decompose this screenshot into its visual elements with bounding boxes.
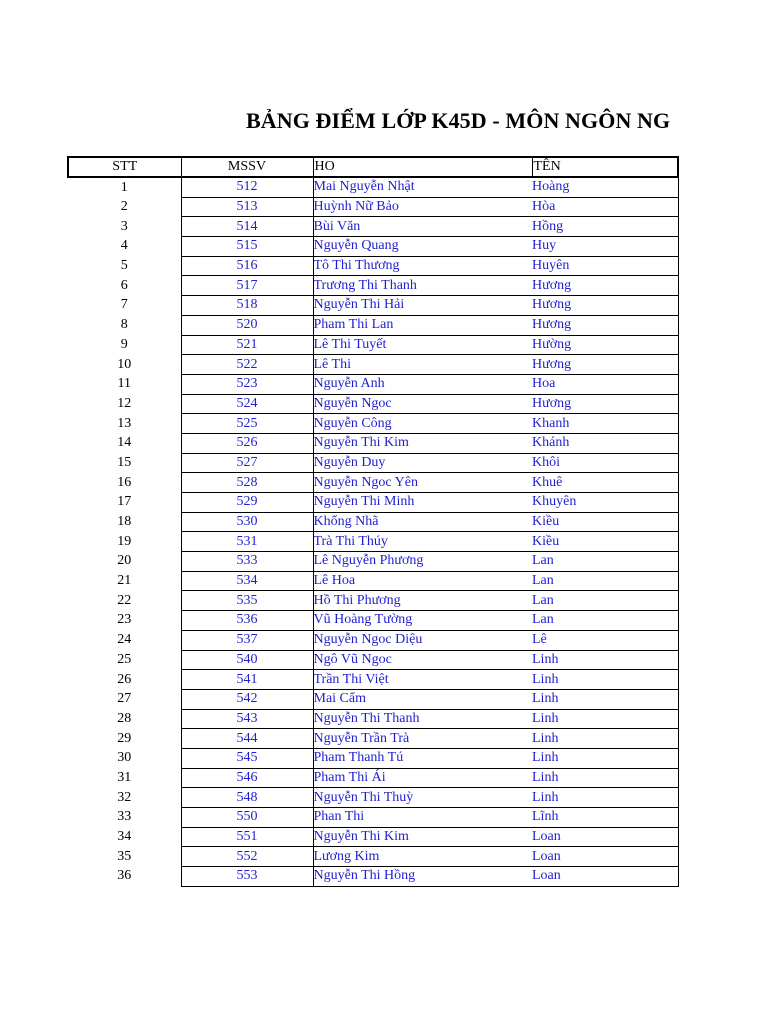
cell-stt: 13 <box>117 415 132 431</box>
table-row <box>68 552 678 572</box>
cell-ho: Nguyễn Anh <box>313 374 532 394</box>
table-row <box>68 197 678 217</box>
cell-mssv: 550 <box>181 808 313 828</box>
cell-ten: Hương <box>532 355 678 375</box>
cell-ho: Pham Thi Ái <box>313 768 532 788</box>
cell-ten: Khôi <box>532 453 678 473</box>
cell-ho: Nguyễn Thi Thanh <box>313 709 532 729</box>
cell-ten: Linh <box>532 689 678 709</box>
cell-ten: Linh <box>532 788 678 808</box>
cell-ten: Khánh <box>532 433 678 453</box>
cell-stt: 22 <box>117 592 132 608</box>
cell-ten: Hương <box>532 315 678 335</box>
cell-ten: Hoa <box>532 374 678 394</box>
cell-mssv: 548 <box>181 788 313 808</box>
cell-ho: Nguyễn Thi Hồng <box>313 867 532 887</box>
cell-ten: Khanh <box>532 414 678 434</box>
cell-mssv: 523 <box>181 374 313 394</box>
cell-ten: Hương <box>532 276 678 296</box>
cell-ten: Linh <box>532 709 678 729</box>
cell-ho: Lê Thi Tuyết <box>313 335 532 355</box>
cell-mssv: 553 <box>181 867 313 887</box>
cell-mssv: 517 <box>181 276 313 296</box>
cell-ten: Huy <box>532 237 678 257</box>
cell-stt: 2 <box>120 199 128 215</box>
cell-ho: Tô Thi Thương <box>313 256 532 276</box>
cell-stt: 7 <box>120 297 128 313</box>
cell-stt: 10 <box>117 356 132 372</box>
cell-stt: 21 <box>117 573 132 589</box>
cell-stt: 23 <box>117 612 132 628</box>
cell-ho: Huỳnh Nữ Bảo <box>313 197 532 217</box>
cell-ten: Kiều <box>532 532 678 552</box>
cell-mssv: 540 <box>181 650 313 670</box>
table-row <box>68 689 678 709</box>
cell-ten: Linh <box>532 729 678 749</box>
cell-ho: Lương Kim <box>313 847 532 867</box>
cell-ten: Khuê <box>532 473 678 493</box>
table-row <box>68 217 678 237</box>
cell-stt: 5 <box>120 258 128 274</box>
table-row <box>68 808 678 828</box>
cell-stt: 30 <box>117 750 132 766</box>
cell-mssv: 552 <box>181 847 313 867</box>
cell-stt: 9 <box>120 336 128 352</box>
cell-ten: Lan <box>532 591 678 611</box>
table-row <box>68 296 678 316</box>
table-row <box>68 729 678 749</box>
cell-ho: Trà Thi Thúy <box>313 532 532 552</box>
cell-mssv: 528 <box>181 473 313 493</box>
cell-ten: Hương <box>532 296 678 316</box>
cell-stt: 12 <box>117 395 132 411</box>
cell-mssv: 545 <box>181 748 313 768</box>
table-row <box>68 414 678 434</box>
cell-mssv: 516 <box>181 256 313 276</box>
cell-stt: 17 <box>117 494 132 510</box>
table-row <box>68 335 678 355</box>
cell-ho: Lê Nguyễn Phương <box>313 552 532 572</box>
cell-mssv: 515 <box>181 237 313 257</box>
cell-mssv: 534 <box>181 571 313 591</box>
cell-stt: 8 <box>120 317 128 333</box>
table-row <box>68 709 678 729</box>
cell-ho: Nguyễn Ngoc <box>313 394 532 414</box>
cell-mssv: 543 <box>181 709 313 729</box>
cell-stt: 19 <box>117 533 132 549</box>
cell-mssv: 521 <box>181 335 313 355</box>
cell-ten: Hường <box>532 335 678 355</box>
table-row <box>68 493 678 513</box>
table-row <box>68 630 678 650</box>
table-row <box>68 473 678 493</box>
table-row <box>68 650 678 670</box>
table-row <box>68 433 678 453</box>
cell-ho: Phan Thi <box>313 808 532 828</box>
cell-ho: Lê Thi <box>313 355 532 375</box>
cell-ho: Nguyễn Duy <box>313 453 532 473</box>
cell-stt: 36 <box>117 868 132 884</box>
table-row <box>68 512 678 532</box>
cell-stt: 18 <box>117 514 132 530</box>
table-row <box>68 276 678 296</box>
cell-stt: 25 <box>117 651 132 667</box>
cell-ho: Vũ Hoàng Tường <box>313 611 532 631</box>
table-row <box>68 768 678 788</box>
cell-ho: Nguyễn Thi Thuỳ <box>313 788 532 808</box>
cell-mssv: 527 <box>181 453 313 473</box>
cell-stt: 15 <box>117 454 132 470</box>
cell-stt: 14 <box>117 435 132 451</box>
table-row <box>68 670 678 690</box>
header-row <box>68 157 678 177</box>
cell-mssv: 551 <box>181 827 313 847</box>
table-row <box>68 237 678 257</box>
table-row <box>68 591 678 611</box>
table-row <box>68 571 678 591</box>
cell-ten: Lan <box>532 571 678 591</box>
cell-mssv: 522 <box>181 355 313 375</box>
cell-mssv: 544 <box>181 729 313 749</box>
grade-table <box>67 156 679 887</box>
cell-stt: 20 <box>117 553 132 569</box>
table-row <box>68 827 678 847</box>
table-row <box>68 355 678 375</box>
cell-mssv: 513 <box>181 197 313 217</box>
header-mssv: MSSV <box>181 157 313 177</box>
cell-ho: Mai Nguyễn Nhật <box>313 177 532 197</box>
cell-stt: 11 <box>117 376 131 392</box>
cell-ten: Loan <box>532 847 678 867</box>
cell-mssv: 530 <box>181 512 313 532</box>
cell-ten: Khuyên <box>532 493 678 513</box>
cell-mssv: 529 <box>181 493 313 513</box>
table-row <box>68 315 678 335</box>
table-header <box>68 157 678 177</box>
cell-ho: Pham Thanh Tú <box>313 748 532 768</box>
cell-mssv: 542 <box>181 689 313 709</box>
cell-mssv: 537 <box>181 630 313 650</box>
cell-mssv: 533 <box>181 552 313 572</box>
cell-ten: Lan <box>532 611 678 631</box>
cell-ten: Linh <box>532 768 678 788</box>
cell-stt: 24 <box>117 632 132 648</box>
cell-stt: 28 <box>117 710 132 726</box>
cell-mssv: 520 <box>181 315 313 335</box>
cell-mssv: 541 <box>181 670 313 690</box>
cell-ten: Hồng <box>532 217 678 237</box>
cell-ho: Pham Thi Lan <box>313 315 532 335</box>
cell-ten: Hương <box>532 394 678 414</box>
cell-ho: Trần Thi Việt <box>313 670 532 690</box>
cell-ten: Linh <box>532 748 678 768</box>
cell-stt: 35 <box>117 848 132 864</box>
cell-ho: Nguyễn Thi Kim <box>313 827 532 847</box>
cell-mssv: 535 <box>181 591 313 611</box>
cell-stt: 3 <box>120 218 128 234</box>
table-row <box>68 532 678 552</box>
cell-stt: 16 <box>117 474 132 490</box>
cell-ho: Nguyễn Thi Hải <box>313 296 532 316</box>
cell-ten: Huyên <box>532 256 678 276</box>
cell-stt: 33 <box>117 809 132 825</box>
cell-ho: Bùi Văn <box>313 217 532 237</box>
cell-ho: Khổng Nhã <box>313 512 532 532</box>
cell-ho: Lê Hoa <box>313 571 532 591</box>
cell-mssv: 524 <box>181 394 313 414</box>
cell-ho: Mai Cẩm <box>313 689 532 709</box>
cell-mssv: 526 <box>181 433 313 453</box>
cell-mssv: 514 <box>181 217 313 237</box>
table-row <box>68 394 678 414</box>
cell-stt: 32 <box>117 789 132 805</box>
cell-mssv: 546 <box>181 768 313 788</box>
table-row <box>68 867 678 887</box>
table-row <box>68 847 678 867</box>
cell-stt: 26 <box>117 671 132 687</box>
table-row <box>68 177 678 197</box>
table-body <box>68 177 678 886</box>
cell-mssv: 525 <box>181 414 313 434</box>
cell-ho: Ngô Vũ Ngoc <box>313 650 532 670</box>
cell-stt: 1 <box>120 179 128 195</box>
cell-ten: Lê <box>532 630 678 650</box>
table-row <box>68 748 678 768</box>
cell-stt: 31 <box>117 769 132 785</box>
cell-ho: Nguyễn Quang <box>313 237 532 257</box>
header-ten: TÊN <box>532 157 678 177</box>
cell-ten: Loan <box>532 827 678 847</box>
cell-ten: Linh <box>532 670 678 690</box>
header-ho: HO <box>313 157 532 177</box>
header-stt: STT <box>68 157 181 177</box>
cell-ten: Loan <box>532 867 678 887</box>
cell-ten: Lĩnh <box>532 808 678 828</box>
cell-mssv: 518 <box>181 296 313 316</box>
cell-ho: Hồ Thi Phương <box>313 591 532 611</box>
page-title: BẢNG ĐIỂM LỚP K45D - MÔN NGÔN NG <box>246 108 671 133</box>
table-row <box>68 453 678 473</box>
table-row <box>68 256 678 276</box>
cell-ho: Trương Thi Thanh <box>313 276 532 296</box>
cell-stt: 34 <box>117 829 132 845</box>
cell-ho: Nguyễn Thi Kim <box>313 433 532 453</box>
cell-ten: Kiều <box>532 512 678 532</box>
cell-mssv: 536 <box>181 611 313 631</box>
cell-mssv: 512 <box>181 177 313 197</box>
cell-ten: Linh <box>532 650 678 670</box>
cell-stt: 4 <box>120 238 128 254</box>
cell-stt: 27 <box>117 691 132 707</box>
cell-ten: Hoàng <box>532 177 678 197</box>
cell-ho: Nguyễn Ngoc Diệu <box>313 630 532 650</box>
cell-stt: 29 <box>117 730 132 746</box>
cell-ten: Hòa <box>532 197 678 217</box>
cell-ho: Nguyễn Ngoc Yên <box>313 473 532 493</box>
cell-ten: Lan <box>532 552 678 572</box>
cell-ho: Nguyễn Trần Trà <box>313 729 532 749</box>
table-row <box>68 788 678 808</box>
cell-ho: Nguyễn Thi Minh <box>313 493 532 513</box>
table-row <box>68 374 678 394</box>
table-row <box>68 611 678 631</box>
cell-stt: 6 <box>120 277 128 293</box>
cell-mssv: 531 <box>181 532 313 552</box>
cell-ho: Nguyễn Công <box>313 414 532 434</box>
